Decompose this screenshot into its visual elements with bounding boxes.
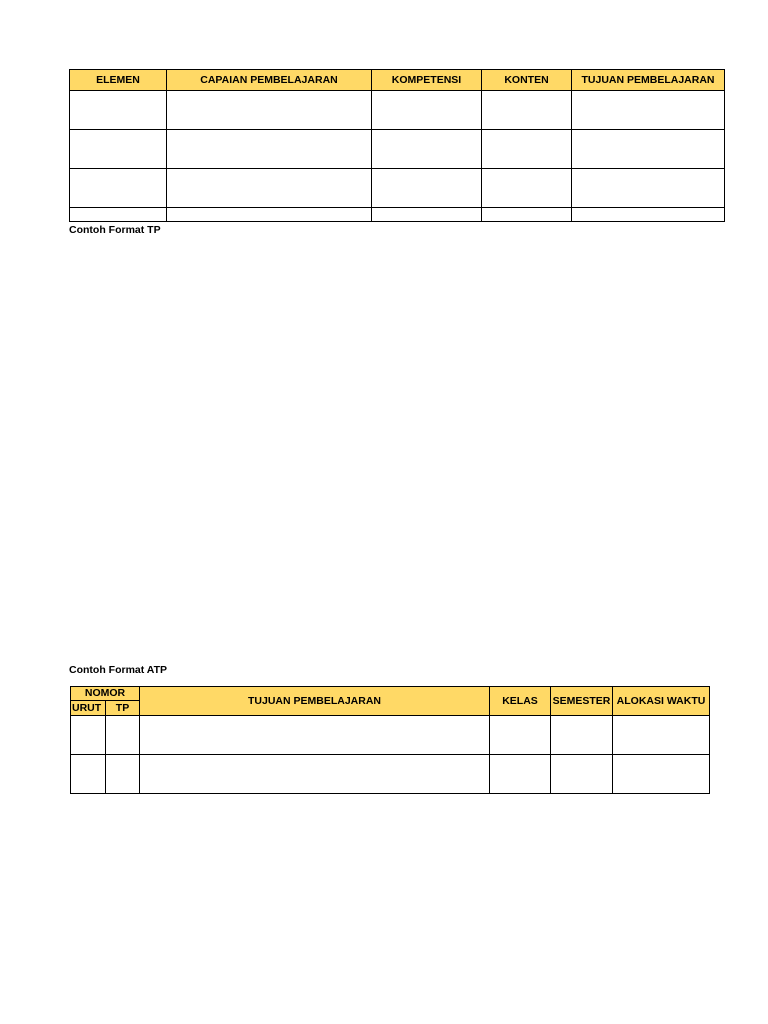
header-tp: TP bbox=[106, 701, 140, 716]
table-cell bbox=[551, 716, 613, 755]
table-cell bbox=[70, 169, 167, 208]
table-cell bbox=[70, 130, 167, 169]
table-cell bbox=[70, 91, 167, 130]
header-konten: KONTEN bbox=[482, 70, 572, 91]
table-cell bbox=[71, 755, 106, 794]
table-cell bbox=[482, 169, 572, 208]
atp-table-header-row bbox=[71, 687, 710, 701]
table-cell bbox=[167, 169, 372, 208]
atp-format-table bbox=[70, 686, 710, 794]
table-cell bbox=[372, 91, 482, 130]
header-kelas: KELAS bbox=[490, 687, 551, 716]
table-cell bbox=[490, 716, 551, 755]
header-alokasi-waktu: ALOKASI WAKTU bbox=[613, 687, 710, 716]
header-urut: URUT bbox=[71, 701, 106, 716]
table-cell bbox=[167, 208, 372, 222]
header-tujuan-pembelajaran: TUJUAN PEMBELAJARAN bbox=[572, 70, 725, 91]
header-kompetensi: KOMPETENSI bbox=[372, 70, 482, 91]
header-nomor: NOMOR bbox=[71, 687, 140, 701]
table-row bbox=[71, 716, 710, 755]
table-cell bbox=[140, 755, 490, 794]
tp-table-header-row bbox=[70, 70, 725, 91]
table-row bbox=[70, 130, 725, 169]
table-cell bbox=[167, 130, 372, 169]
table-row bbox=[70, 208, 725, 222]
table-cell bbox=[490, 755, 551, 794]
tp-format-caption: Contoh Format TP bbox=[69, 224, 161, 236]
header-semester: SEMESTER bbox=[551, 687, 613, 716]
table-row bbox=[70, 91, 725, 130]
table-cell bbox=[71, 716, 106, 755]
header-elemen: ELEMEN bbox=[70, 70, 167, 91]
table-cell bbox=[106, 716, 140, 755]
table-cell bbox=[482, 91, 572, 130]
table-row bbox=[71, 755, 710, 794]
table-cell bbox=[106, 755, 140, 794]
table-cell bbox=[372, 130, 482, 169]
table-cell bbox=[551, 755, 613, 794]
tp-format-table bbox=[69, 69, 725, 222]
table-cell bbox=[482, 208, 572, 222]
table-cell bbox=[372, 169, 482, 208]
table-cell bbox=[140, 716, 490, 755]
table-cell bbox=[167, 91, 372, 130]
header-tujuan-pembelajaran: TUJUAN PEMBELAJARAN bbox=[140, 687, 490, 716]
atp-format-caption: Contoh Format ATP bbox=[69, 664, 167, 676]
table-cell bbox=[70, 208, 167, 222]
table-cell bbox=[572, 169, 725, 208]
table-cell bbox=[482, 130, 572, 169]
table-cell bbox=[572, 91, 725, 130]
table-row bbox=[70, 169, 725, 208]
table-cell bbox=[613, 716, 710, 755]
header-capaian-pembelajaran: CAPAIAN PEMBELAJARAN bbox=[167, 70, 372, 91]
table-cell bbox=[372, 208, 482, 222]
table-cell bbox=[613, 755, 710, 794]
table-cell bbox=[572, 130, 725, 169]
table-cell bbox=[572, 208, 725, 222]
